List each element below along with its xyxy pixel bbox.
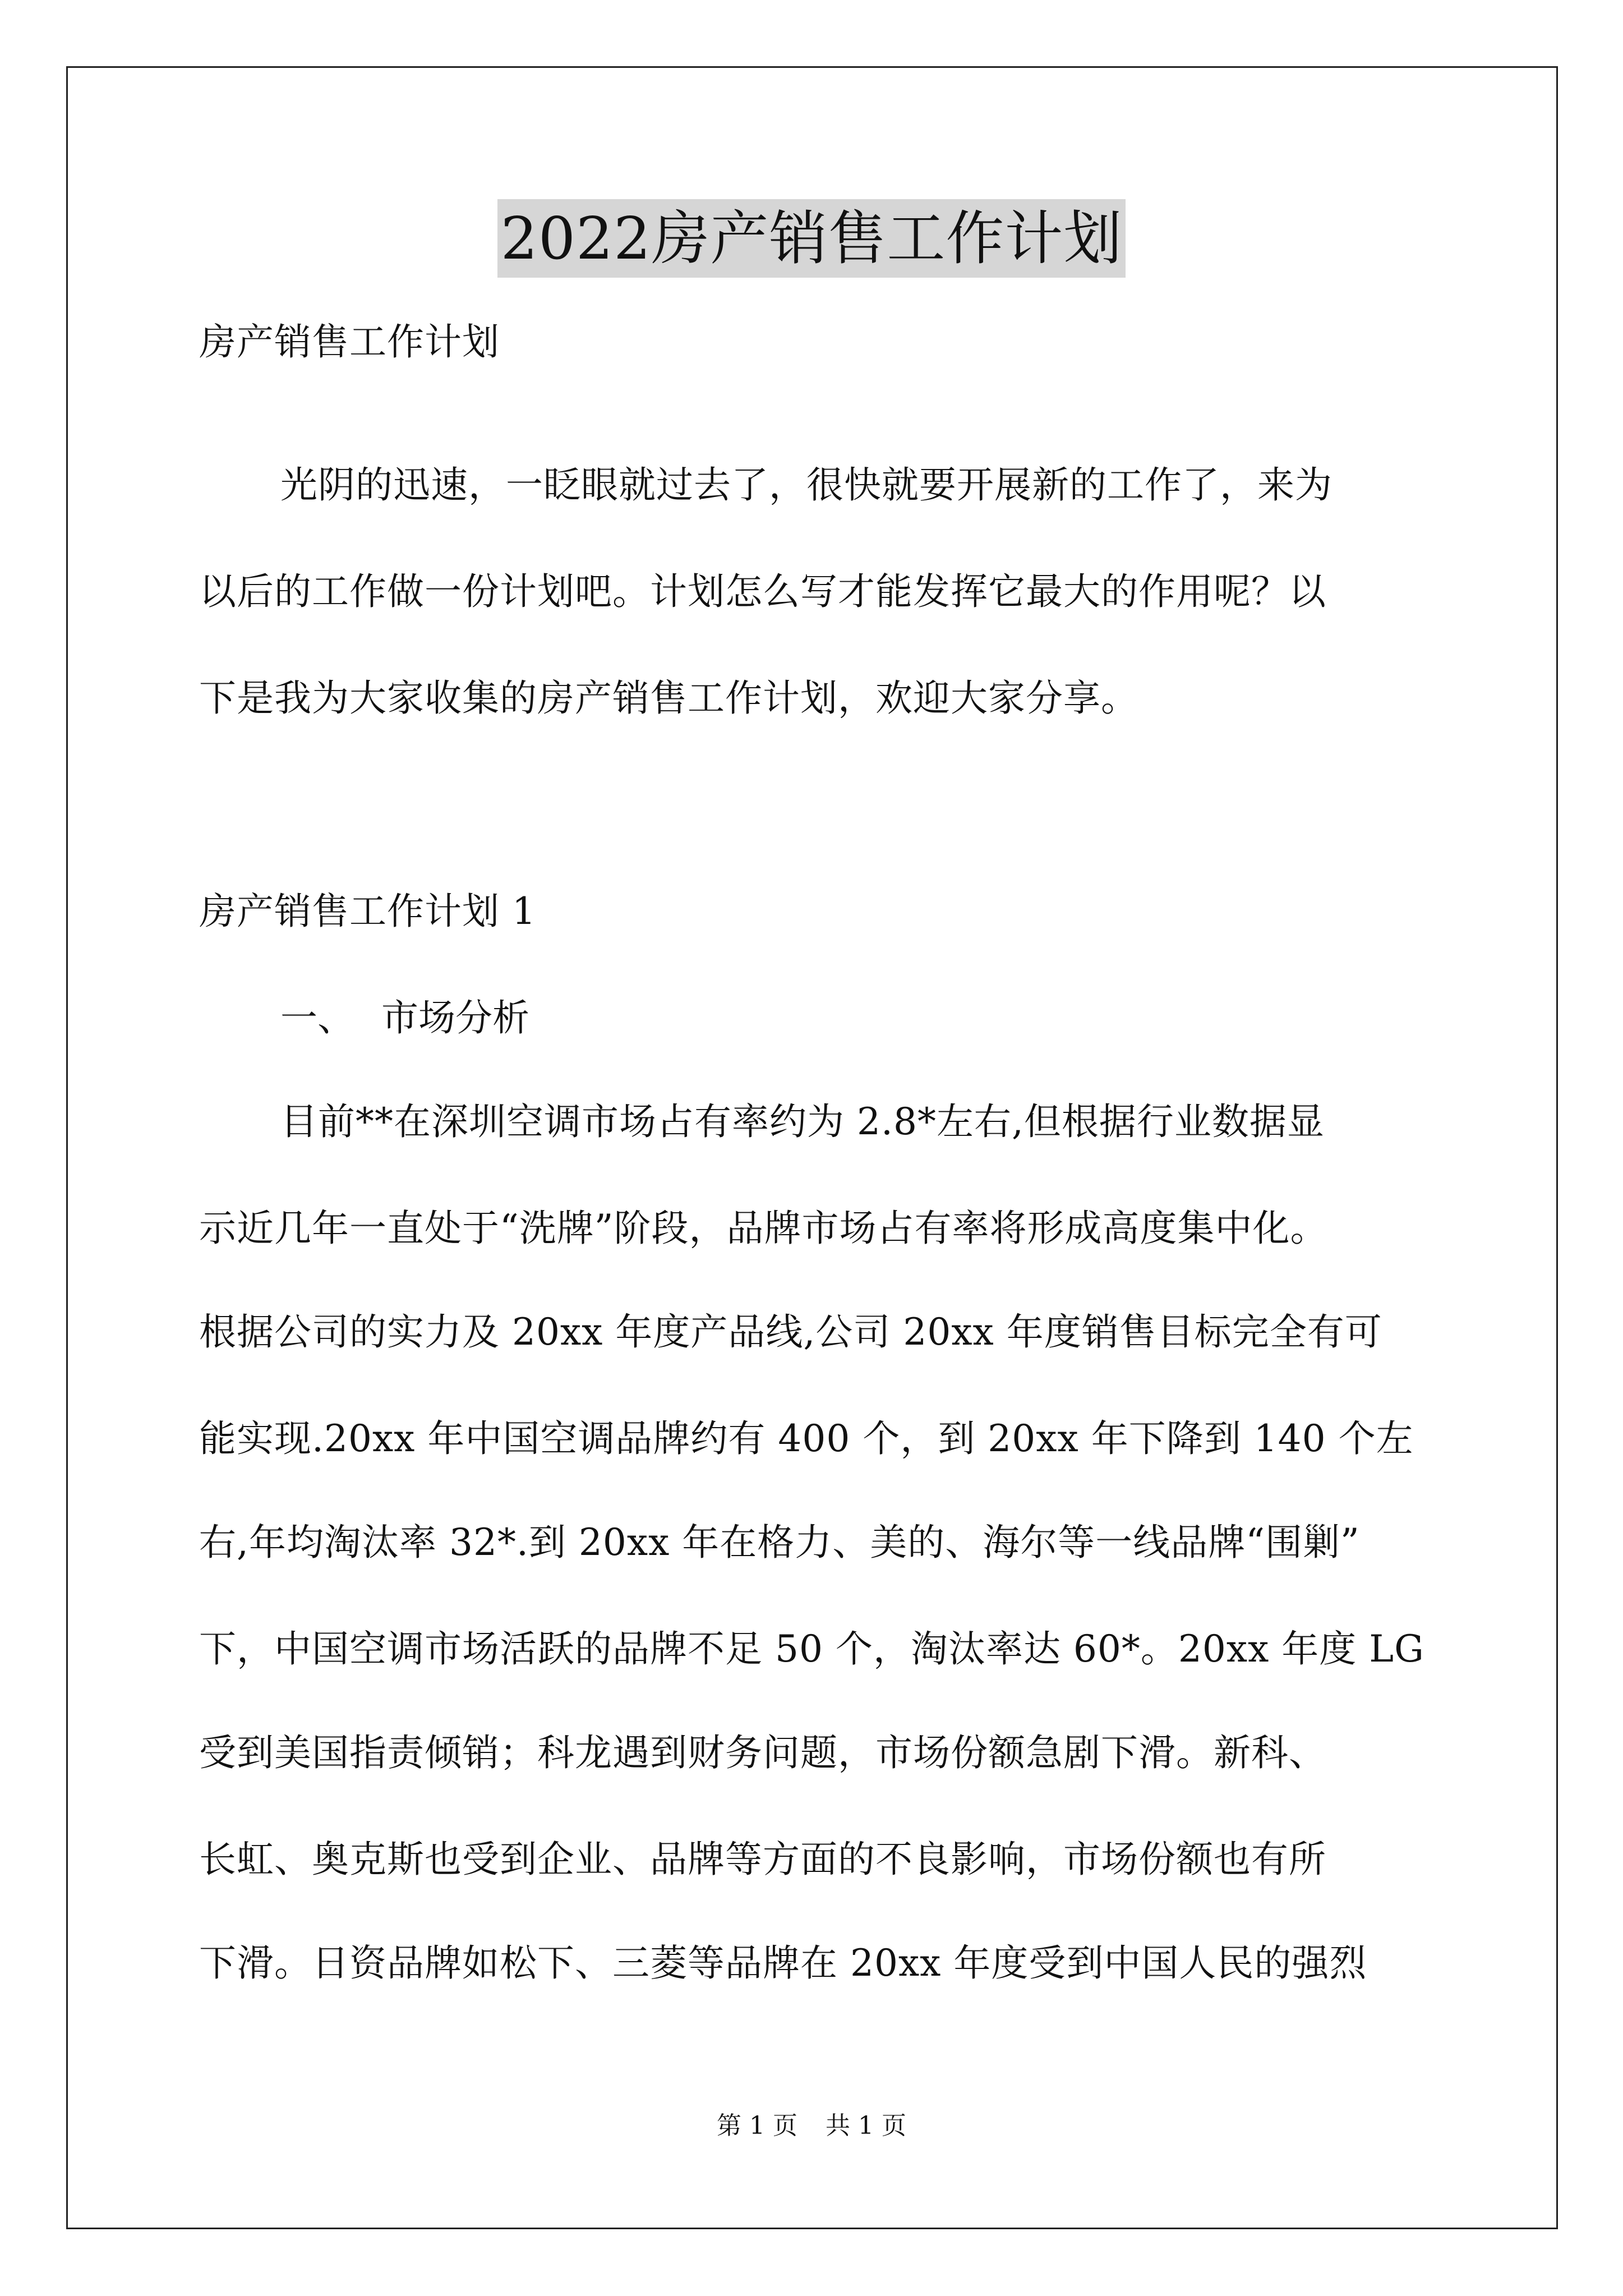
page-footer (0, 2109, 1623, 2143)
body-line: 右,年均淘汰率 32*.到 20xx 年在格力、美的、海尔等一线品牌“围剿” (199, 1521, 1360, 1564)
body-line: 示近几年一直处于“洗牌”阶段，品牌市场占有率将形成高度集中化。 (199, 1207, 1328, 1250)
page-number: 第 1 页 (717, 2111, 797, 2140)
body-line: 下滑。日资品牌如松下、三菱等品牌在 20xx 年度受到中国人民的强烈 (199, 1941, 1367, 1985)
body-line: 下，中国空调市场活跃的品牌不足 50 个，淘汰率达 60*。20xx 年度 LG (199, 1627, 1424, 1671)
intro-line: 以后的工作做一份计划吧。计划怎么写才能发挥它最大的作用呢？以 (199, 570, 1326, 613)
section-item (280, 993, 529, 1043)
intro-line: 下是我为大家收集的房产销售工作计划，欢迎大家分享。 (199, 677, 1138, 720)
item-number: 一、 (280, 996, 354, 1039)
page-border (66, 66, 1558, 2229)
body-line: 能实现.20xx 年中国空调品牌约有 400 个，到 20xx 年下降到 140 个左 (199, 1417, 1414, 1460)
page-count: 共 1 页 (826, 2111, 906, 2140)
document-subtitle: 房产销售工作计划 (199, 320, 500, 364)
item-title: 市场分析 (381, 996, 529, 1039)
title-container (0, 199, 1623, 278)
body-line: 目前**在深圳空调市场占有率约为 2.8*左右,但根据行业数据显 (280, 1100, 1325, 1143)
body-line: 受到美国指责倾销；科龙遇到财务问题，市场份额急剧下滑。新科、 (199, 1731, 1326, 1774)
section-heading: 房产销售工作计划 1 (199, 890, 536, 933)
intro-line: 光阴的迅速，一眨眼就过去了，很快就要开展新的工作了，来为 (280, 463, 1332, 507)
body-line: 根据公司的实力及 20xx 年度产品线,公司 20xx 年度销售目标完全有可 (199, 1310, 1382, 1354)
document-title: 2022房产销售工作计划 (497, 199, 1126, 278)
body-line: 长虹、奥克斯也受到企业、品牌等方面的不良影响，市场份额也有所 (199, 1838, 1326, 1881)
